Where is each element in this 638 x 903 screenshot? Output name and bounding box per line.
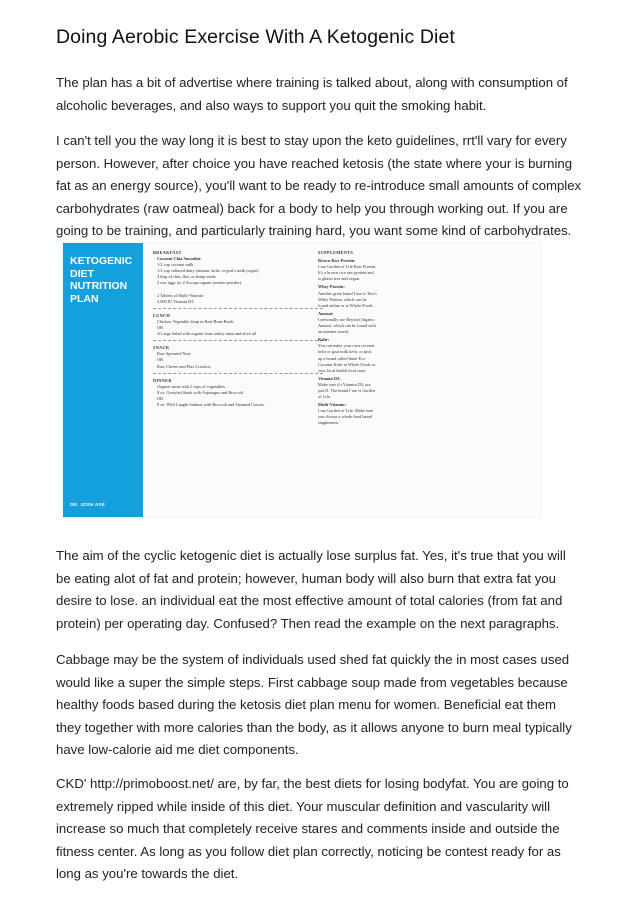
image-side-title xyxy=(70,255,140,305)
supplements-column xyxy=(318,246,410,427)
meal-item: Raw Sprouted Nuts xyxy=(157,351,191,357)
supplement-text: just D. The brand I use is Garden xyxy=(318,387,375,393)
paragraph-5: CKD' http://primoboost.net/ are, by far, the best diets for losing bodyfat. You are going to extremely ripped while inside of this diet. Your muscular definition and vascularity will increase so much that completely receive stares and comments inside and outside the fitness center. As long as you follow diet plan correctly, noticing be contest ready for as long as you're towards the diet. xyxy=(56,776,569,882)
meal-plan-column xyxy=(153,246,323,408)
supplement-text: Coconut Kefir at Whole Foods or xyxy=(318,361,376,367)
supplement-text: I use Garden of Life Raw Protein. xyxy=(318,264,377,270)
section-divider xyxy=(153,308,323,309)
image-author: DR. JOSH AXE xyxy=(70,502,106,507)
supplement-text: your local health food store. xyxy=(318,367,367,373)
supplement-text: up a brand called Inner Eco xyxy=(318,355,366,361)
supplement-text: Whey Protein, which can be xyxy=(318,296,367,302)
side-title-line: NUTRITION xyxy=(70,280,128,292)
paragraph-3: The aim of the cyclic ketogenic diet is actually lose surplus fat. Yes, it's true that you will be eating alot of fat and protein; however, human body will also burn that extra fat you desire to lose. an individual eat the most effective amount of total calories (from fat and protein) per operating day. Confused? Then read the example on the next paragraphs. xyxy=(56,548,566,631)
supplements-heading: SUPPLEMENTS xyxy=(318,250,354,255)
supplement-text: Another great brand I use is Tera's xyxy=(318,290,377,296)
supplement-name: Multi-Vitamin: xyxy=(318,402,347,408)
supplement-text: of Life. xyxy=(318,394,331,400)
meal-item: 8 oz. Grassfed Steak with Asparagus and Broccoli xyxy=(157,389,244,395)
paragraph-1: The plan has a bit of advertise where training is talked about, along with consumption of alcoholic beverages, and also ways to support you quit the smoking habit. xyxy=(56,75,568,113)
section-divider xyxy=(153,340,323,341)
supplement-text: an internet search. xyxy=(318,329,350,335)
supplement-text: Make sure it's Vitamin D3, not xyxy=(318,381,371,387)
supplement-text: supplement. xyxy=(318,420,339,426)
meal-item: Organic meat with 2 cups of vegetables xyxy=(157,383,225,389)
meal-item: Coconut Chia Smoothie xyxy=(157,256,201,262)
image-side-panel xyxy=(63,243,143,517)
meal-item: Raw Cheese and Flax Crackers xyxy=(157,363,211,369)
supplement-text: It's a brown rice raw protein and xyxy=(318,270,374,276)
meal-item: 1/2 cup cultured dairy (amasai, kefir, or goat's milk yogurt) xyxy=(157,268,259,274)
supplement-text: kefir or goat milk kefir, or pick xyxy=(318,349,372,355)
side-title-line: PLAN xyxy=(70,292,99,305)
meal-section-heading: LUNCH xyxy=(153,312,171,318)
diet-plan-image xyxy=(63,243,541,517)
supplement-name: Amasai: xyxy=(318,310,334,316)
side-title-line: KETOGENIC xyxy=(70,255,133,267)
meal-item: Chicken Vegetable Soup in Real Bone Broth xyxy=(157,318,234,324)
supplement-text: Amasai, which can be found with xyxy=(318,323,376,329)
supplement-text: I use Garden of Life. Make sure xyxy=(318,408,374,414)
supplement-text: is gluten free and vegan. xyxy=(318,276,361,282)
supplement-text: You can make your own coconut xyxy=(318,343,375,349)
paragraph-2: I can't tell you the way long it is best to stay upon the keto guidelines, rrt'll vary for every person. However, after choice you have reached ketosis (the state where your is burning fat as an energy source), you'll want to be ready to re-introduce small amounts of complex carbohydrates (raw oatmeal) back for a body to help you through working out. If you are going to be training, and particularly training hard, you want some kind of carbohydrates. xyxy=(56,133,582,239)
meal-item: OR xyxy=(157,395,163,401)
supplement-text: found online or at Whole Foods. xyxy=(318,302,374,308)
supplement-name: Kefir: xyxy=(318,337,330,343)
meal-item: OR xyxy=(157,325,163,331)
meal-item: 1/2 cup coconut milk xyxy=(157,262,194,268)
paragraph-4: Cabbage may be the system of individuals used shed fat quickly the in most cases used would like a super the simple steps. First cabbage soup made from vegetables because healthy foods based during the ketosis diet plan menu for women. Beneficial eat them they together with more calories than the body, as it allows anyone to burn meal typically have low-calorie aid me diet components. xyxy=(56,652,572,758)
page-title: Doing Aerobic Exercise With A Ketogenic Diet xyxy=(56,26,455,48)
meal-item: A Large Salad with organic lean turkey meat and olive oil xyxy=(157,331,257,337)
supplement-text: I personally use Beyond Organic xyxy=(318,316,375,322)
meal-item: 8 oz. Wild Caught Salmon with Broccoli and Steamed Carrots. xyxy=(157,401,265,407)
supplement-text: you choose a whole-food based xyxy=(318,414,373,420)
meal-section-heading: SNACK xyxy=(153,345,170,351)
supplement-name: Brown Rice Protein: xyxy=(318,258,356,264)
supplement-name: Whey Protein: xyxy=(318,284,345,290)
meal-item: 4 tbsp of chia, flax, or hemp seeds xyxy=(157,274,216,280)
meal-item: OR xyxy=(157,357,163,363)
meal-item: 2 Tablets of Multi-Vitamin xyxy=(157,292,204,298)
supplement-name: Vitamin D3: xyxy=(318,375,341,381)
meal-section-heading: DINNER xyxy=(153,377,172,383)
side-title-line: DIET xyxy=(70,267,94,280)
meal-section-heading: BREAKFAST xyxy=(153,250,182,255)
meal-item: 2 raw eggs (or 2 Scoops organic protein powder). xyxy=(157,280,243,286)
meal-item: 5,000 IU Vitamin D3 xyxy=(157,298,194,304)
section-divider xyxy=(153,373,323,374)
